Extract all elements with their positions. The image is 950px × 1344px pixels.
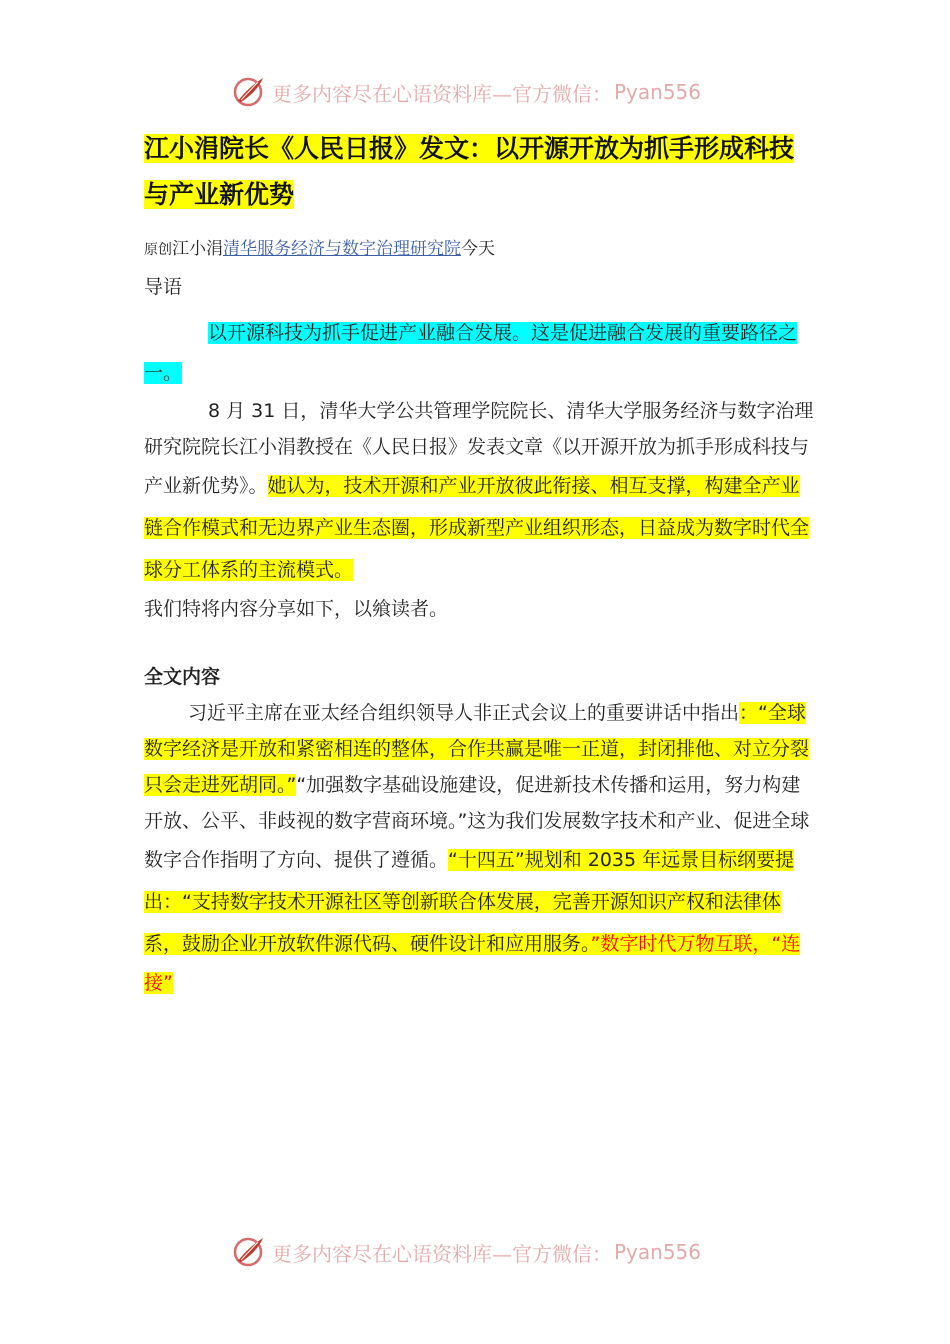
summary-highlight: 她认为，技术开源和产业开放彼此衔接、相互支撑，构建全产业链合作模式和无边界产业生态圈，形成新型产业组织形态，日益成为数字时代全球分工体系的主流模式。	[144, 475, 810, 581]
summary-text: 8 月 31 日，清华大学公共管理学院院长、清华大学服务经济与数字治理研究院院长江小涓教授在《人民日报》发表文章《以开源开放为抓手形成科技与产业新优势》。	[144, 400, 814, 497]
article-meta	[144, 236, 814, 263]
source-label: 原创	[144, 242, 172, 258]
intro-highlight: 以开源科技为抓手促进产业融合发展。这是促进融合发展的重要路径之一。	[144, 322, 798, 384]
body-quote-highlight: ：“全球数字经济是开放和紧密相连的整体，合作共赢是唯一正道，封闭排他、对立分裂只会走进死胡同。”	[144, 702, 810, 796]
author-name: 江小涓	[172, 239, 223, 259]
banner-text: 更多内容尽在心语资料库—官方微信：	[272, 81, 612, 106]
article-title-text: 江小涓院长《人民日报》发文：以开源开放为抓手形成科技与产业新优势	[144, 134, 795, 209]
section-heading: 全文内容	[144, 666, 221, 688]
footer-banner	[232, 1232, 701, 1272]
body-paragraph	[144, 695, 814, 1001]
body-red-highlight: ”数字时代万物互联，“连接”	[144, 933, 801, 994]
banner-text: 更多内容尽在心语资料库—官方微信：	[272, 1241, 612, 1266]
summary-paragraph	[144, 393, 814, 627]
banner-handle: Pyan556	[614, 1240, 702, 1264]
header-banner	[232, 72, 701, 112]
banner-handle: Pyan556	[614, 80, 702, 104]
body-plan-highlight: “十四五”规划和 2035 年远景目标纲要提出：“支持数字技术开源社区等创新联合体发展，完善开源知识产权和法律体系，鼓励企业开放软件源代码、硬件设计和应用服务。	[144, 849, 795, 955]
summary-closing: 我们特将内容分享如下，以飨读者。	[144, 598, 449, 620]
article-title	[144, 120, 814, 218]
feather-pen-logo-icon	[232, 1235, 266, 1269]
body-text-b: “加强数字基础设施建设，促进新技术传播和运用，努力构建开放、公平、非歧视的数字营商环境。”这为我们发展数字技术和产业、促进全球数字合作指明了方向、提供了遵循。	[144, 774, 810, 871]
feather-pen-logo-icon	[232, 75, 266, 109]
lead-label: 导语	[144, 276, 183, 298]
body-text-a: 习近平主席在亚太经合组织领导人非正式会议上的重要讲话中指出	[188, 702, 740, 724]
intro-paragraph	[144, 313, 814, 393]
publish-time: 今天	[461, 239, 495, 259]
article	[144, 120, 814, 1001]
org-link[interactable]: 清华服务经济与数字治理研究院	[223, 239, 461, 259]
